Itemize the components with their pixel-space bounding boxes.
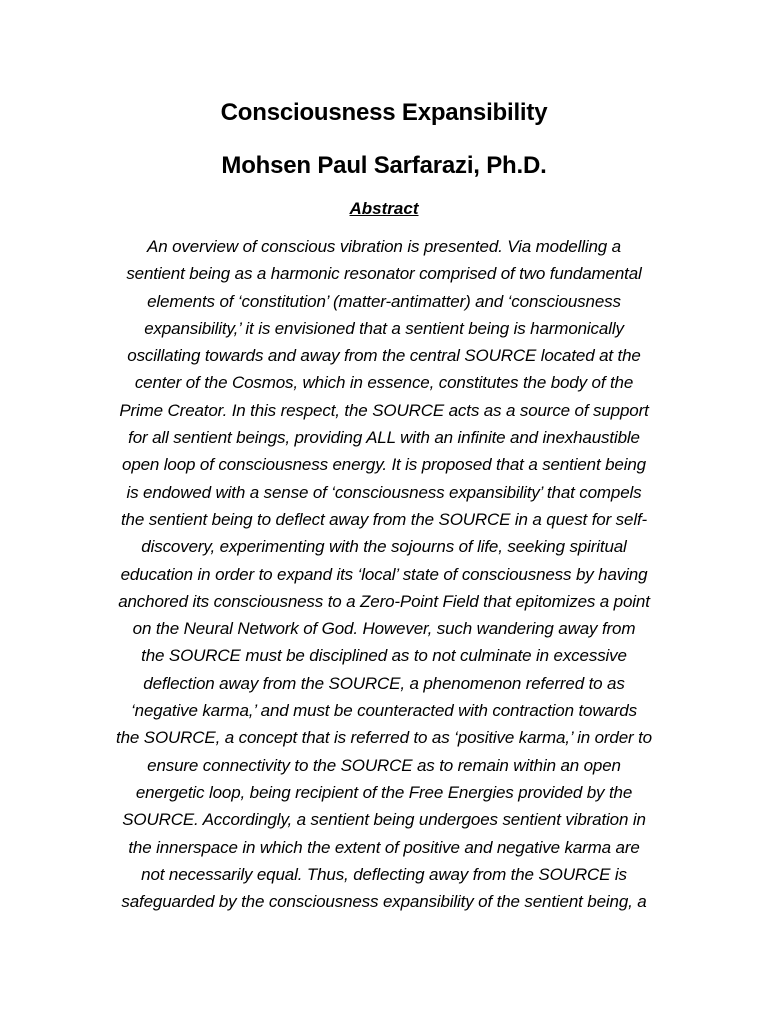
abstract-line: open loop of consciousness energy. It is proposed that a sentient being xyxy=(122,455,646,475)
abstract-line: the SOURCE, a concept that is referred to as ‘positive karma,’ in order to xyxy=(116,728,652,748)
abstract-body xyxy=(74,233,694,915)
document-title: Consciousness Expansibility xyxy=(220,99,548,126)
abstract-heading: Abstract xyxy=(349,199,419,218)
abstract-line: elements of ‘constitution’ (matter-antimatter) and ‘consciousness xyxy=(147,291,621,311)
abstract-line: is endowed with a sense of ‘consciousness expansibility’ that compels xyxy=(126,482,642,502)
abstract-line: not necessarily equal. Thus, deflecting away from the SOURCE is xyxy=(141,864,627,884)
abstract-line: deflection away from the SOURCE, a phenomenon referred to as xyxy=(143,673,625,693)
abstract-line: center of the Cosmos, which in essence, constitutes the body of the xyxy=(134,373,634,393)
abstract-line: ‘negative karma,’ and must be counteracted with contraction towards xyxy=(131,701,637,721)
abstract-line: education in order to expand its ‘local’ state of consciousness by having xyxy=(120,564,648,584)
abstract-line: Prime Creator. In this respect, the SOURCE acts as a source of support xyxy=(119,400,649,420)
abstract-line: the innerspace in which the extent of positive and negative karma are xyxy=(128,837,640,857)
abstract-line: for all sentient beings, providing ALL with an infinite and inexhaustible xyxy=(128,428,640,448)
abstract-line: An overview of conscious vibration is presented. Via modelling a xyxy=(147,237,621,256)
abstract-line: sentient being as a harmonic resonator comprised of two fundamental xyxy=(126,264,642,284)
abstract-line: on the Neural Network of God. However, such wandering away from xyxy=(132,619,636,639)
abstract-line: SOURCE. Accordingly, a sentient being undergoes sentient vibration in xyxy=(122,810,646,830)
abstract-line: safeguarded by the consciousness expansibility of the sentient being, a xyxy=(121,892,647,912)
abstract-line: ensure connectivity to the SOURCE as to remain within an open xyxy=(147,755,621,775)
abstract-line: discovery, experimenting with the sojourns of life, seeking spiritual xyxy=(141,537,627,557)
abstract-line: the sentient being to deflect away from the SOURCE in a quest for self- xyxy=(120,509,648,529)
author-name: Mohsen Paul Sarfarazi, Ph.D. xyxy=(221,152,547,179)
abstract-line: oscillating towards and away from the central SOURCE located at the xyxy=(127,346,641,366)
abstract-line: anchored its consciousness to a Zero-Point Field that epitomizes a point xyxy=(118,591,650,611)
abstract-line: expansibility,’ it is envisioned that a sentient being is harmonically xyxy=(144,318,624,338)
abstract-line: energetic loop, being recipient of the Free Energies provided by the xyxy=(135,782,633,802)
abstract-line: the SOURCE must be disciplined as to not culminate in excessive xyxy=(141,646,627,666)
